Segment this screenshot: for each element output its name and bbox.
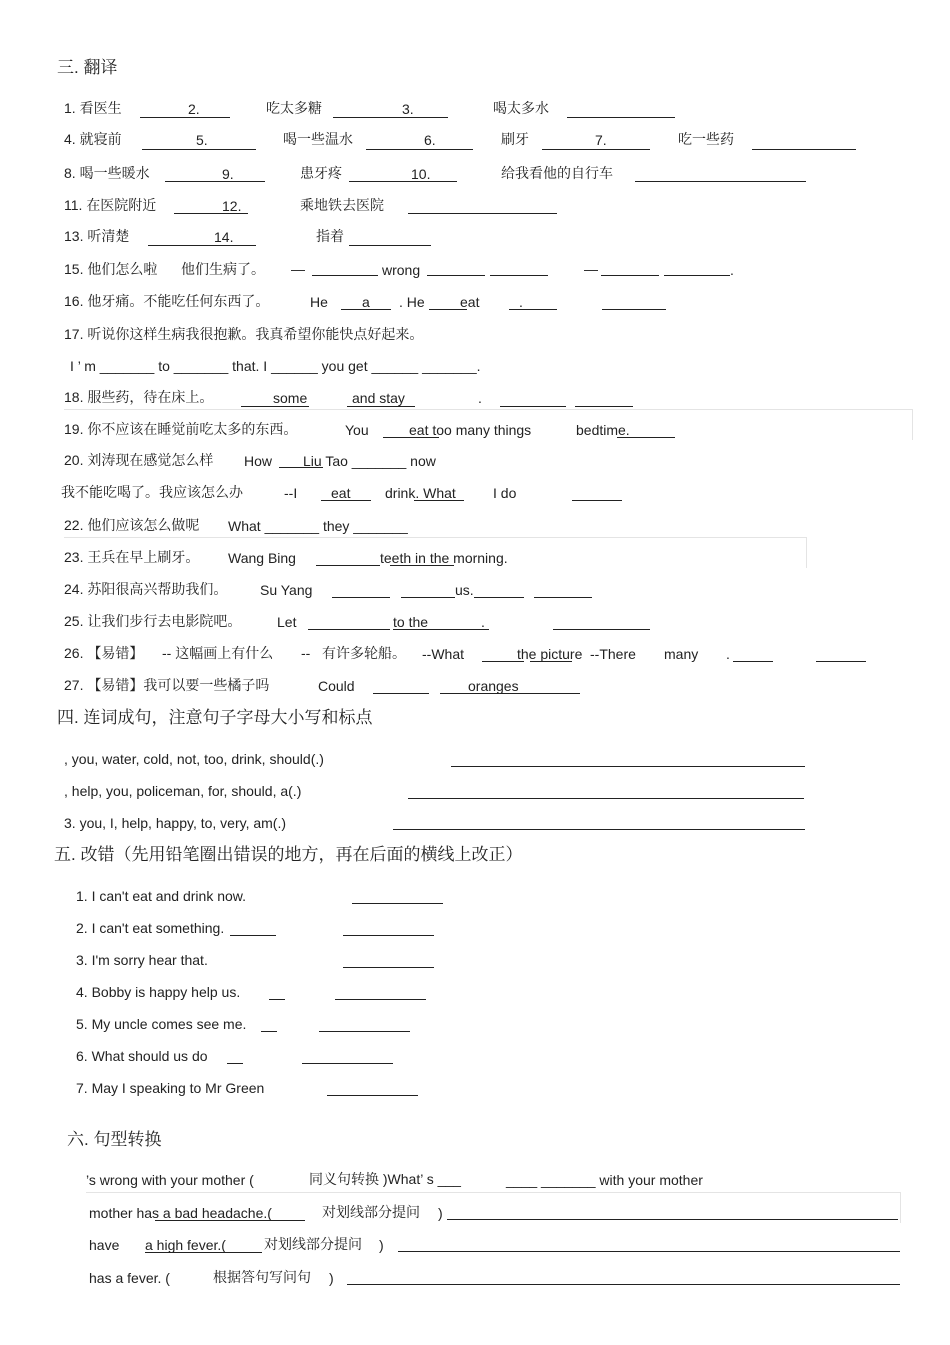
s6-question-1-c: ____ _______ with your mother: [506, 1172, 703, 1188]
item-26-word: the picture: [517, 646, 583, 662]
item-20-label: 20. 刘涛现在感觉怎么样: [64, 452, 214, 468]
answer-line: [530, 661, 572, 662]
item-14-number: 14.: [214, 229, 234, 245]
answer-line: [602, 309, 666, 310]
period: .: [730, 262, 734, 278]
item-label: 喝太多水: [493, 100, 549, 116]
answer-line: [165, 181, 265, 182]
answer-line[interactable]: [327, 1095, 418, 1096]
item-6-number: 6.: [424, 132, 436, 148]
item-26-word: --There: [590, 646, 636, 662]
item-23-word: teeth in the morning.: [380, 550, 508, 566]
item-21-word: --I: [284, 485, 298, 501]
item-13-label: 13. 听清楚: [64, 228, 130, 244]
item-25-word: to the: [393, 614, 429, 630]
s5-question-6: 6. What should us do: [76, 1048, 208, 1064]
answer-line[interactable]: [302, 1063, 393, 1064]
item-label: 指着: [316, 228, 344, 244]
item-label: 刷牙: [501, 131, 529, 147]
item-21-word: I do: [493, 485, 517, 501]
dash: —: [291, 261, 305, 277]
answer-line: [567, 117, 675, 118]
item-26-word: many: [664, 646, 699, 662]
answer-line: [816, 661, 866, 662]
answer-line: [373, 693, 429, 694]
period: .: [726, 646, 730, 662]
item-10-number: 10.: [411, 166, 431, 182]
underline: [269, 999, 285, 1000]
answer-line[interactable]: [319, 1031, 410, 1032]
answer-line: [553, 629, 650, 630]
item-16-word: eat: [460, 294, 480, 310]
answer-line[interactable]: [393, 829, 805, 830]
item-18-word: some: [273, 390, 308, 406]
answer-line[interactable]: [347, 1284, 900, 1285]
item-22-label: 22. 他们应该怎么做呢: [64, 517, 200, 533]
item-27-word: Could: [318, 678, 355, 694]
section-3-title: 三. 翻译: [57, 58, 118, 77]
answer-line: [333, 117, 448, 118]
item-4-label: 4. 就寝前: [64, 131, 122, 147]
item-7-number: 7.: [595, 132, 607, 148]
item-26-word: --What: [422, 646, 464, 662]
answer-line: [148, 245, 256, 246]
s6-question-4-b: 根据答句写问句: [213, 1269, 311, 1285]
answer-line: [509, 309, 557, 310]
underline: [227, 1063, 243, 1064]
item-label: 喝一些温水: [283, 131, 353, 147]
item-9-number: 9.: [222, 166, 234, 182]
item-12-number: 12.: [222, 198, 242, 214]
item-24-word: Su Yang: [260, 582, 313, 598]
period: .: [481, 614, 485, 630]
item-23-word: Wang Bing: [228, 550, 296, 566]
item-19-word: eat too many things: [409, 422, 532, 438]
underline: [230, 935, 276, 936]
s4-question-1: , you, water, cold, not, too, drink, should(.): [64, 751, 324, 767]
answer-line[interactable]: [352, 903, 443, 904]
item-label: 给我看他的自行车: [501, 165, 613, 181]
answer-line: [474, 597, 524, 598]
answer-line: [332, 597, 390, 598]
item-25-word: Let: [277, 614, 297, 630]
item-11-label: 11. 在医院附近: [64, 197, 157, 213]
item-15-word: wrong: [382, 262, 421, 278]
answer-line[interactable]: [408, 798, 804, 799]
s6-question-4-c: ): [329, 1270, 334, 1286]
s6-question-4-a: has a fever. (: [89, 1270, 170, 1286]
answer-line: [542, 149, 650, 150]
answer-line: [349, 245, 431, 246]
period: .: [519, 294, 523, 310]
s6-question-3-c: 对划线部分提问: [264, 1236, 362, 1252]
answer-line: [617, 437, 675, 438]
item-label: 吃一些药: [678, 131, 734, 147]
answer-line[interactable]: [343, 935, 434, 936]
answer-line: [393, 629, 489, 630]
item-20-word: Liu Tao _______ now: [303, 453, 436, 469]
s5-question-2: 2. I can't eat something.: [76, 920, 225, 936]
item-24-word: us.: [455, 582, 474, 598]
answer-line: [312, 275, 378, 276]
s6-question-3-b: a high fever.(: [145, 1237, 226, 1253]
s6-question-2-a: mother has a bad headache.(: [89, 1205, 272, 1221]
item-25-label: 25. 让我们步行去电影院吧。: [64, 613, 242, 629]
item-26-text: 有许多轮船。: [322, 645, 406, 661]
item-5-number: 5.: [196, 132, 208, 148]
item-26-text: -- 这幅画上有什么: [162, 645, 274, 661]
section-5-title: 五. 改错（先用铅笔圈出错误的地方，再在后面的横线上改正）: [54, 845, 523, 864]
s6-question-3-a: have: [89, 1237, 120, 1253]
item-22-sentence: What _______ they _______: [228, 518, 408, 534]
answer-line[interactable]: [335, 999, 426, 1000]
s5-question-5: 5. My uncle comes see me.: [76, 1016, 247, 1032]
answer-line[interactable]: [447, 1219, 898, 1220]
answer-line: [366, 149, 473, 150]
s4-question-2: , help, you, policeman, for, should, a(.): [64, 783, 302, 799]
answer-line: [664, 275, 730, 276]
answer-line: [733, 661, 773, 662]
item-18-label: 18. 服些药，待在床上。: [64, 389, 214, 405]
item-26-text: --: [301, 645, 311, 661]
answer-line: [401, 597, 455, 598]
section-6-title: 六. 句型转换: [67, 1130, 162, 1149]
underline: [145, 1252, 262, 1253]
answer-line: [490, 275, 548, 276]
answer-line: [500, 406, 566, 407]
s5-question-3: 3. I'm sorry hear that.: [76, 952, 208, 968]
s5-question-7: 7. May I speaking to Mr Green: [76, 1080, 265, 1096]
answer-line[interactable]: [451, 766, 805, 767]
item-18-word: and stay: [352, 390, 405, 406]
s5-question-4: 4. Bobby is happy help us.: [76, 984, 241, 1000]
item-19-label: 19. 你不应该在睡觉前吃太多的东西。: [64, 421, 298, 437]
item-15-text: 他们生病了。: [181, 261, 265, 277]
item-19-word: You: [345, 422, 369, 438]
s4-question-3: 3. you, I, help, happy, to, very, am(.): [64, 815, 287, 831]
answer-line: [414, 500, 464, 501]
answer-line[interactable]: [398, 1251, 900, 1252]
item-2-number: 2.: [188, 101, 200, 117]
answer-line: [572, 500, 622, 501]
item-19-word: bedtime.: [576, 422, 630, 438]
item-3-number: 3.: [402, 101, 414, 117]
item-label: 患牙疼: [300, 165, 342, 181]
item-16-word: . He: [399, 294, 425, 310]
answer-line: [516, 693, 580, 694]
s5-question-1: 1. I can't eat and drink now.: [76, 888, 247, 904]
item-20-word: How: [244, 453, 273, 469]
answer-line: [635, 181, 806, 182]
answer-line: [142, 149, 256, 150]
item-21-label: 我不能吃喝了。我应该怎么办: [61, 484, 243, 500]
answer-line[interactable]: [343, 967, 434, 968]
underline: [261, 1031, 277, 1032]
item-8-label: 8. 喝一些暖水: [64, 165, 150, 181]
answer-line: [427, 275, 485, 276]
item-21-word: eat: [331, 485, 351, 501]
item-label: 乘地铁去医院: [300, 197, 384, 213]
item-1-label: 1. 看医生: [64, 100, 122, 116]
s6-question-2-b: 对划线部分提问: [322, 1204, 420, 1220]
period: .: [478, 390, 482, 406]
underline: [155, 1220, 305, 1221]
item-16-word: He: [310, 294, 328, 310]
item-15-label: 15. 他们怎么啦: [64, 261, 158, 277]
item-27-label: 27. 【易错】我可以要一些橘子吗: [64, 677, 270, 693]
item-17-label: 17. 听说你这样生病我很抱歉。我真希望你能快点好起来。: [64, 326, 424, 342]
item-24-label: 24. 苏阳很高兴帮助我们。: [64, 581, 228, 597]
item-26-label: 26. 【易错】: [64, 645, 144, 661]
answer-line: [601, 275, 659, 276]
item-21-word: drink. What: [385, 485, 456, 501]
s6-question-3-d: ): [379, 1237, 384, 1253]
item-27-word: oranges: [468, 678, 519, 694]
answer-line: [308, 629, 390, 630]
answer-line: [316, 565, 380, 566]
s6-question-1-b: 同义句转换 )What’ s ___: [309, 1171, 461, 1187]
item-label: 吃太多糖: [266, 100, 322, 116]
dash: —: [584, 261, 598, 277]
answer-line: [408, 213, 557, 214]
answer-line: [349, 181, 457, 182]
answer-line: [575, 406, 633, 407]
answer-line: [140, 117, 230, 118]
s6-question-2-c: ): [438, 1205, 443, 1221]
answer-line: [752, 149, 856, 150]
item-16-label: 16. 他牙痛。不能吃任何东西了。: [64, 293, 270, 309]
item-23-label: 23. 王兵在早上刷牙。: [64, 549, 200, 565]
section-4-title: 四. 连词成句，注意句子字母大小写和标点: [57, 708, 373, 727]
s6-question-1-a: ’s wrong with your mother (: [86, 1172, 254, 1188]
item-17-sentence: I ’ m _______ to _______ that. I ______ you get ______ _______.: [70, 358, 481, 374]
answer-line: [534, 597, 592, 598]
item-16-word: a: [362, 294, 370, 310]
